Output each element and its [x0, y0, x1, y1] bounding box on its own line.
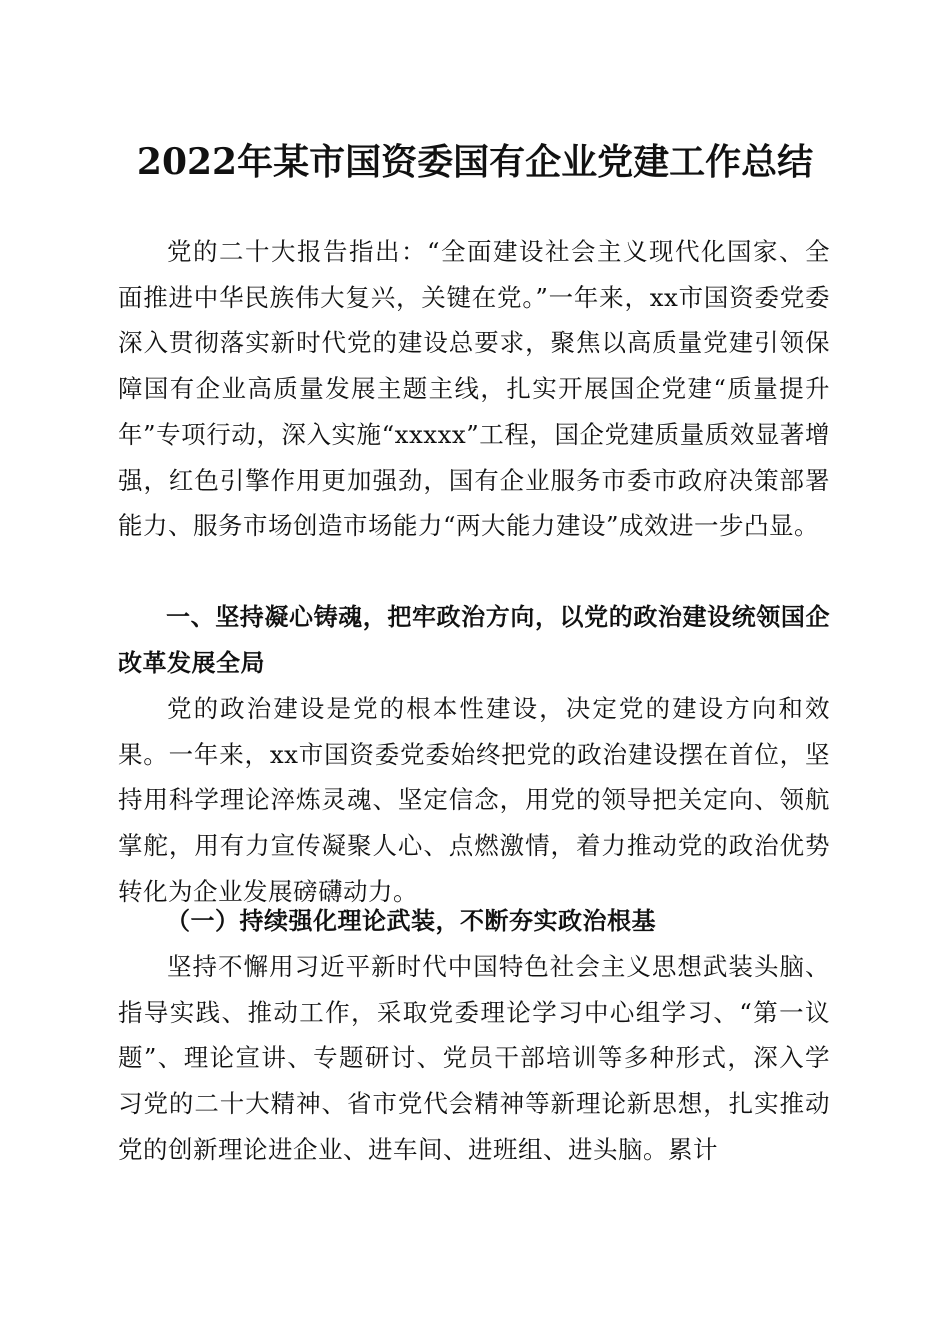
- subsection-1-1-paragraph: 坚持不懈用习近平新时代中国特色社会主义思想武装头脑、指导实践、推动工作，采取党委理论学习中心组学习、“第一议题”、理论宣讲、专题研讨、党员干部培训等多种形式，深入学习党的二十大精神、省市党代会精神等新理论新思想，扎实推动党的创新理论进企业、进车间、进班组、进头脑。累计: [118, 952, 830, 1164]
- section-heading-1: 一、坚持凝心铸魂，把牢政治方向，以党的政治建设统领国企改革发展全局: [118, 603, 830, 677]
- document-title: 2022年某市国资委国有企业党建工作总结: [136, 141, 814, 183]
- subsection-heading-1-1: （一）持续强化理论武装，不断夯实政治根基: [166, 906, 656, 935]
- section-1-paragraph: 党的政治建设是党的根本性建设，决定党的建设方向和效果。一年来，xx市国资委党委始终把党的政治建设摆在首位，坚持用科学理论淬炼灵魂、坚定信念，用党的领导把关定向、领航掌舵，用有力宣传凝聚人心、点燃激情，着力推动党的政治优势转化为企业发展磅礴动力。: [118, 694, 830, 906]
- intro-paragraph: 党的二十大报告指出：“全面建设社会主义现代化国家、全面推进中华民族伟大复兴，关键在党。”一年来，xx市国资委党委深入贯彻落实新时代党的建设总要求，聚焦以高质量党建引领保障国有企业高质量发展主题主线，扎实开展国企党建“质量提升年”专项行动，深入实施“xxxxx”工程，国企党建质量质效显著增强，红色引擎作用更加强劲，国有企业服务市委市政府决策部署能力、服务市场创造市场能力“两大能力建设”成效进一步凸显。: [118, 237, 830, 541]
